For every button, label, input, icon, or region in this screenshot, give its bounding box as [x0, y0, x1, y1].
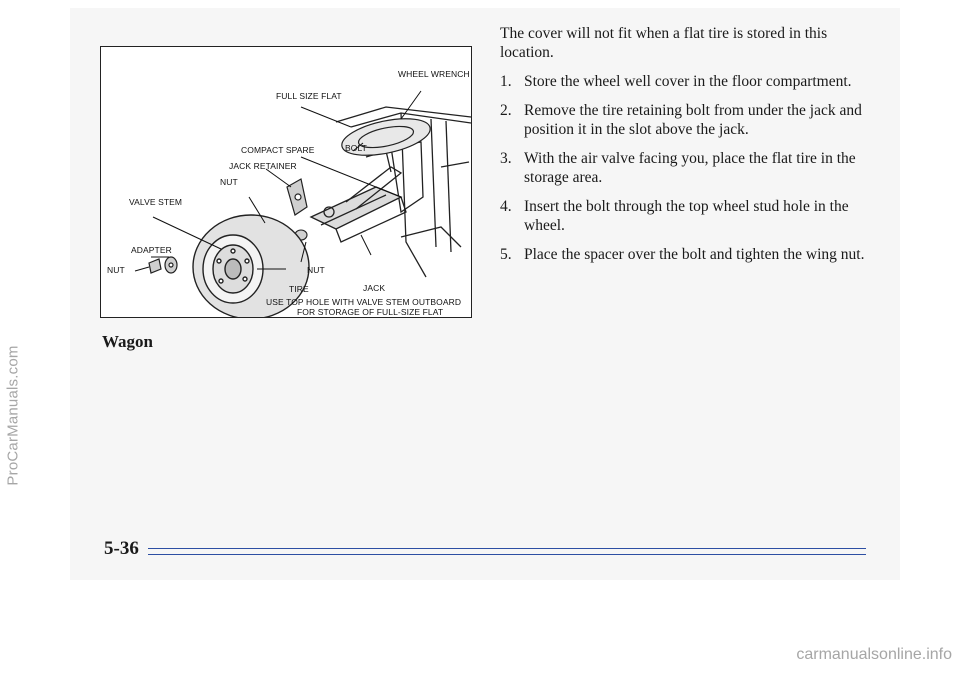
- step-text: Insert the bolt through the top wheel stud hole in the wheel.: [524, 198, 849, 234]
- step-item: [500, 101, 875, 139]
- step-number: 4.: [500, 198, 512, 215]
- adapter-drawing: [165, 257, 177, 273]
- jack-drawing: [311, 167, 406, 242]
- label-adapter: ADAPTER: [131, 245, 172, 255]
- spare-tire-illustration: [101, 47, 471, 317]
- step-item: [500, 245, 875, 264]
- label-note-line2: FOR STORAGE OF FULL-SIZE FLAT: [297, 307, 444, 317]
- label-bolt: BOLT: [345, 143, 367, 153]
- step-item: [500, 197, 875, 235]
- step-number: 3.: [500, 150, 512, 167]
- label-nut-left: NUT: [107, 265, 125, 275]
- label-nut-right: NUT: [307, 265, 325, 275]
- step-text: With the air valve facing you, place the flat tire in the storage area.: [524, 150, 856, 186]
- label-jack: JACK: [363, 283, 386, 293]
- full-size-flat-drawing: [339, 112, 434, 162]
- side-watermark-text: ProCarManuals.com: [4, 344, 22, 486]
- step-item: [500, 149, 875, 187]
- label-note-line1: USE TOP HOLE WITH VALVE STEM OUTBOARD: [266, 297, 462, 307]
- step-text: Place the spacer over the bolt and tighten the wing nut.: [524, 246, 865, 263]
- intro-paragraph: The cover will not fit when a flat tire is stored in this location.: [500, 25, 828, 61]
- step-number: 5.: [500, 246, 512, 263]
- page-number: 5-36: [104, 538, 139, 559]
- step-item: [500, 72, 875, 91]
- label-compact-spare: COMPACT SPARE: [241, 145, 315, 155]
- step-number: 1.: [500, 73, 512, 90]
- footer-rule: [148, 548, 866, 555]
- label-valve-stem: VALVE STEM: [129, 197, 183, 207]
- step-number: 2.: [500, 102, 512, 119]
- steps-list: [500, 72, 875, 264]
- wagon-spare-tire-figure: [100, 46, 472, 318]
- label-tire: TIRE: [289, 284, 309, 294]
- left-nut-drawing: [149, 259, 161, 273]
- label-wheel-wrench: WHEEL WRENCH: [398, 69, 470, 79]
- label-full-size-flat: FULL SIZE FLAT: [276, 91, 342, 101]
- jack-retainer-drawing: [287, 179, 307, 215]
- figure-caption: Wagon: [102, 332, 154, 351]
- footer-watermark: carmanualsonline.info: [796, 646, 952, 663]
- label-jack-retainer: JACK RETAINER: [229, 161, 297, 171]
- step-text: Remove the tire retaining bolt from under the jack and position it in the slot above the jack.: [524, 102, 862, 138]
- label-nut-top: NUT: [220, 177, 238, 187]
- side-watermark: [2, 190, 24, 640]
- step-text: Store the wheel well cover in the floor compartment.: [524, 73, 852, 90]
- instructions: [500, 24, 875, 274]
